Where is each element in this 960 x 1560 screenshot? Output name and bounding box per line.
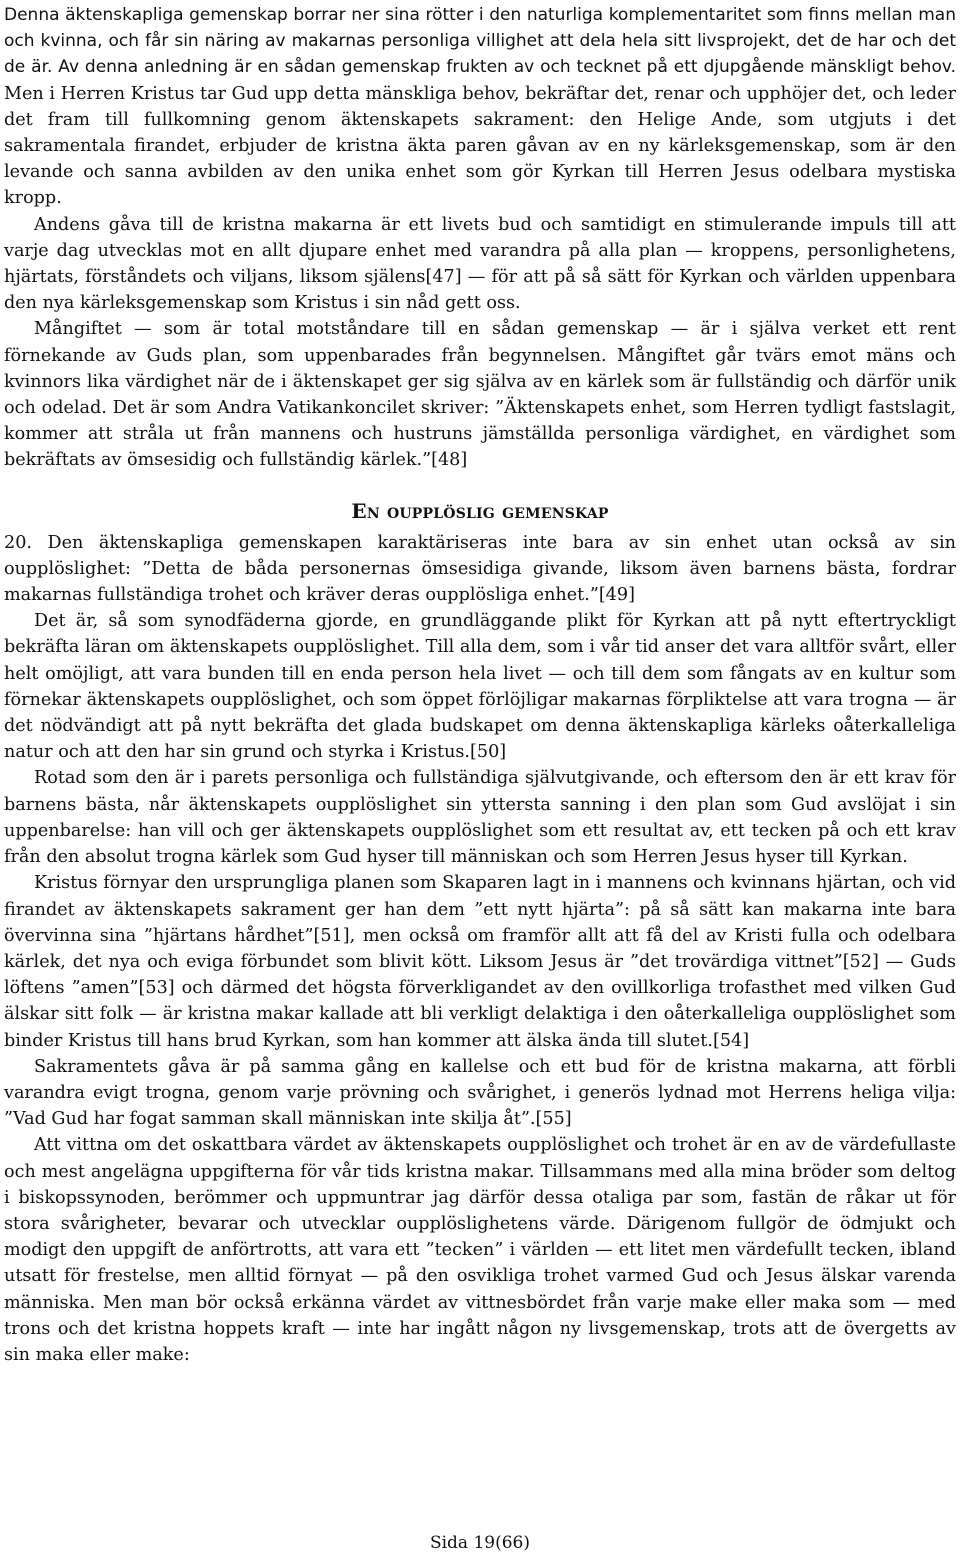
paragraph-6: Rotad som den är i parets personliga och fullständiga självutgivande, och eftersom den är ett krav för barnens bästa, når äktenskapets oupplöslighet sin yttersta sanning i den plan som Gud avslöjat i sin uppenbarelse: han vill och ger äktenskapets oupplöslighet som ett resultat av, ett tecken på och ett krav från den absolut trogna kärlek som Gud hyser till människan och som Herren Jesus hyser till Kyrkan. [4, 768, 956, 868]
paragraph-1-serif-run: Men i Herren Kristus tar Gud upp detta mänskliga behov, bekräftar det, renar och upphöjer det, och leder det fram till fullkomning genom äktenskapets sakrament: den Helige Ande, som utgjuts i det sakramentala firandet, erbjuder de kristna äkta paren gåvan av en ny kärleksgemenskap, som är den levande och sanna avbilden av den unika enhet som gör Kyrkan till Herren Jesus odelbara mystiska kropp. [4, 83, 956, 209]
section-heading: En oupplöslig gemenskap [351, 498, 609, 523]
paragraph-2: Andens gåva till de kristna makarna är ett livets bud och samtidigt en stimulerande impuls till att varje dag utvecklas mot en allt djupare enhet med varandra på alla plan — kroppens, personlighetens, hjärtats, förståndets och viljans, liksom själens[47] — för att på så sätt för Kyrkan och världen uppenbara den nya kärleksgemenskap som Kristus i sin nåd gett oss. [4, 214, 956, 314]
paragraph-9: Att vittna om det oskattbara värdet av äktenskapets oupplöslighet och trohet är en av de värdefullaste och mest angelägna uppgifterna för vår tids kristna makar. Tillsammans med alla mina bröder som deltog i biskopssynoden, berömmer och uppmuntrar jag därför dessa otaliga par som, fastän de råkar ut för stora svårigheter, bevarar och utvecklar oupplöslighetens värde. Därigenom fullgör de ödmjukt och modigt den uppgift de anförtrotts, att vara ett ”tecken” i världen — ett litet men värdefullt tecken, ibland utsatt för frestelse, men alltid förnyat — på den osvikliga trohet varmed Gud och Jesus älskar varenda människa. Men man bör också erkänna värdet av vittnesbördet från varje make eller maka som — med trons och det kristna hoppets kraft — inte har ingått någon ny livsgemenskap, trots att de övergetts av sin maka eller make: [4, 1135, 956, 1365]
paragraph-1 [4, 2, 956, 212]
paragraph-1-sans-run: Denna äktenskapliga gemenskap borrar ner sina rötter i den naturliga komplementaritet som finns mellan man och kvinna, och får sin näring av makarnas personliga villighet att dela hela sitt livsprojekt, det de har och det de är. Av denna anledning är en sådan gemenskap frukten av och tecknet på ett djupgående mänskligt behov. [4, 5, 956, 78]
paragraph-7: Kristus förnyar den ursprungliga planen som Skaparen lagt in i mannens och kvinnans hjärtan, och vid firandet av äktenskapets sakrament ger han dem ”ett nytt hjärta”: på så sätt kan makarna inte bara övervinna sina ”hjärtans hårdhet”[51], men också om framför allt att få del av Kristi fulla och odelbara kärlek, det nya och eviga förbundet som blivit kött. Liksom Jesus är ”det trovärdiga vittnet”[52] — Guds löftens ”amen”[53] och därmed det högsta förverkligandet av den ovillkorliga trofasthet med vilken Gud älskar sitt folk — är kristna makar kallade att bli verkligt delaktiga i den oåterkalleliga oupplöslighet som binder Kristus till hans brud Kyrkan, som han kommer att älska ända till slutet.[54] [4, 873, 956, 1051]
paragraph-8: Sakramentets gåva är på samma gång en kallelse och ett bud för de kristna makarna, att förbli varandra evigt trogna, genom varje prövning och svårighet, i generös lydnad mot Herrens heliga vilja: ”Vad Gud har fogat samman skall människan inte skilja åt”.[55] [4, 1056, 956, 1130]
paragraph-3: Mångiftet — som är total motståndare till en sådan gemenskap — är i själva verket ett rent förnekande av Guds plan, som uppenbarades från begynnelsen. Mångiftet går tvärs emot mäns och kvinnors lika värdighet när de i äktenskapet ger sig själva av en kärlek som är fullständig och därför unik och odelad. Det är som Andra Vatikankoncilet skriver: ”Äktenskapets enhet, som Herren tydligt fastslagit, kommer att stråla ut från mannens och hustruns jämställda personliga värdighet, en värdighet som bekräftats av ömsesidig och fullständig kärlek.”[48] [4, 319, 956, 471]
paragraph-20: 20. Den äktenskapliga gemenskapen karaktäriseras inte bara av sin enhet utan också av sin oupplöslighet: ”Detta de båda personernas ömsesidiga givande, liksom även barnens bästa, fordrar makarnas fullständiga trohet och kräver deras oupplösliga enhet.”[49] [4, 532, 956, 606]
paragraph-5: Det är, så som synodfäderna gjorde, en grundläggande plikt för Kyrkan att på nytt eftertryckligt bekräfta läran om äktenskapets oupplöslighet. Till alla dem, som i vår tid anser det vara alltför svårt, eller helt omöjligt, att vara bunden till en enda person hela livet — och till dem som fångats av en kultur som förnekar äktenskapets oupplöslighet, och som öppet förlöjligar makarnas förpliktelse att vara trogna — är det nödvändigt att på nytt bekräfta det glada budskapet om denna äktenskapliga kärleks oåterkalleliga natur och att den har sin grund och styrka i Kristus.[50] [4, 611, 956, 763]
page-number: Sida 19(66) [429, 1533, 531, 1553]
